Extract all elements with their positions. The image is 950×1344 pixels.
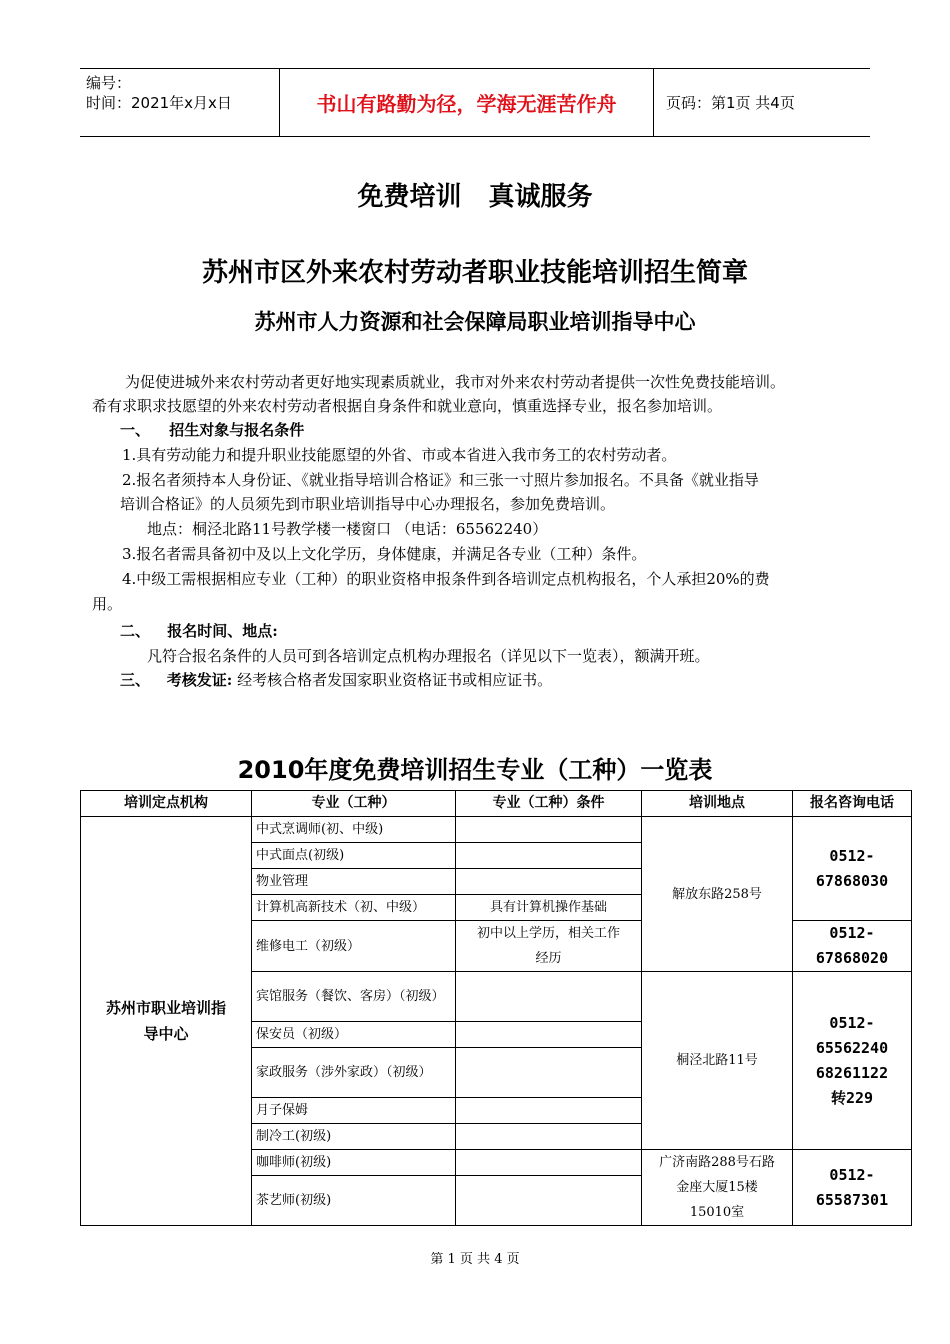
major-cell: 家政服务（涉外家政）（初级） <box>252 1048 456 1098</box>
header-org: 培训定点机构 <box>81 791 252 817</box>
item4-line1: 4.中级工需根据相应专业（工种）的职业资格申报条件到各培训定点机构报名，个人承担20%的费 <box>122 570 770 588</box>
condition-cell: 具有计算机操作基础 <box>456 895 642 921</box>
condition-text: 初中以上学历，相关工作经历 <box>476 926 620 966</box>
intro-line1: 为促使进城外来农村劳动者更好地实现素质就业，我市对外来农村劳动者提供一次性免费技能培训。 <box>125 373 786 391</box>
header-meta <box>80 69 280 136</box>
phone-line: 0512-65562240 <box>815 1013 889 1057</box>
item2-line2: 培训合格证》的人员须先到市职业培训指导中心办理报名，参加免费培训。 <box>120 495 616 513</box>
section3-text: 经考核合格者发国家职业资格证书或相应证书。 <box>237 671 553 689</box>
header-condition: 专业（工种）条件 <box>456 791 642 817</box>
number-label: 编号： <box>86 74 132 92</box>
page-footer: 第 1 页 共 4 页 <box>430 1252 520 1267</box>
issuer-title: 苏州市人力资源和社会保障局职业培训指导中心 <box>254 309 696 334</box>
section3-number: 三、 <box>120 671 151 689</box>
phone-cell: 0512-67868020 <box>793 921 912 972</box>
time-label: 时间：2021年x月x日 <box>86 94 232 112</box>
table-row <box>81 817 912 843</box>
header-location: 培训地点 <box>642 791 793 817</box>
phone-cell <box>793 972 912 1150</box>
phone-line: 转229 <box>830 1088 874 1107</box>
programs-table <box>80 790 912 1226</box>
item4-line2: 用。 <box>92 595 123 613</box>
condition-cell <box>456 817 642 843</box>
section1-number: 一、 <box>120 421 151 439</box>
item1: 1.具有劳动能力和提升职业技能愿望的外省、市或本省进入我市务工的农村劳动者。 <box>122 446 677 464</box>
section3-title: 考核发证: <box>166 671 233 689</box>
major-cell: 中式面点(初级) <box>252 843 456 869</box>
main-title: 苏州市区外来农村劳动者职业技能培训招生简章 <box>201 258 748 288</box>
section3-line <box>120 668 552 692</box>
condition-cell <box>456 1048 642 1098</box>
header-major: 专业（工种） <box>252 791 456 817</box>
major-cell: 中式烹调师(初、中级) <box>252 817 456 843</box>
location-cell: 解放东路258号 <box>642 817 793 972</box>
major-cell: 保安员（初级） <box>252 1022 456 1048</box>
phone-line: 68261122 <box>815 1063 889 1082</box>
location-text: 广济南路288号石路金座大厦15楼15010室 <box>659 1155 775 1220</box>
slogan-title: 免费培训 真诚服务 <box>357 182 593 212</box>
condition-cell <box>456 843 642 869</box>
table-title: 2010年度免费培训招生专业（工种）一览表 <box>237 756 713 784</box>
page-header <box>80 68 870 137</box>
section1-title: 招生对象与报名条件 <box>169 421 305 439</box>
item2-line1: 2.报名者须持本人身份证、《就业指导培训合格证》和三张一寸照片参加报名。不具备《就业指导 <box>122 471 759 489</box>
header-motto: 书山有路勤为径，学海无涯苦作舟 <box>280 69 654 136</box>
major-cell: 宾馆服务（餐饮、客房）（初级） <box>252 972 456 1022</box>
major-cell: 茶艺师(初级) <box>252 1176 456 1226</box>
condition-cell <box>456 1022 642 1048</box>
major-cell: 月子保姆 <box>252 1098 456 1124</box>
section2-text: 凡符合报名条件的人员可到各培训定点机构办理报名（详见以下一览表），额满开班。 <box>147 647 710 665</box>
major-cell: 制冷工(初级) <box>252 1124 456 1150</box>
org-cell <box>81 817 252 1226</box>
condition-cell <box>456 1098 642 1124</box>
condition-cell <box>456 972 642 1022</box>
section2-title: 报名时间、地点: <box>167 622 278 640</box>
phone-cell: 0512-65587301 <box>793 1150 912 1226</box>
major-cell: 物业管理 <box>252 869 456 895</box>
org-name: 苏州市职业培训指导中心 <box>106 999 227 1043</box>
major-cell: 咖啡师(初级) <box>252 1150 456 1176</box>
table-header-row <box>81 791 912 817</box>
intro-line2: 希有求职求技愿望的外来农村劳动者根据自身条件和就业意向，慎重选择专业，报名参加培训。 <box>92 397 723 415</box>
location-cell: 桐泾北路11号 <box>642 972 793 1150</box>
header-phone: 报名咨询电话 <box>793 791 912 817</box>
phone-cell: 0512-67868030 <box>793 817 912 921</box>
major-cell: 维修电工（初级） <box>252 921 456 972</box>
section1-heading <box>120 418 304 442</box>
condition-cell <box>456 869 642 895</box>
condition-cell <box>456 1176 642 1226</box>
section2-number: 二、 <box>120 622 151 640</box>
section2-heading <box>120 619 278 643</box>
condition-cell <box>456 1124 642 1150</box>
major-cell: 计算机高新技术（初、中级） <box>252 895 456 921</box>
item2-address: 地点：桐泾北路11号教学楼一楼窗口 （电话：65562240） <box>147 520 548 538</box>
condition-cell <box>456 921 642 972</box>
condition-cell <box>456 1150 642 1176</box>
header-page-info: 页码：第1页 共4页 <box>666 94 795 112</box>
location-cell <box>642 1150 793 1226</box>
item3: 3.报名者需具备初中及以上文化学历，身体健康，并满足各专业（工种）条件。 <box>122 545 647 563</box>
